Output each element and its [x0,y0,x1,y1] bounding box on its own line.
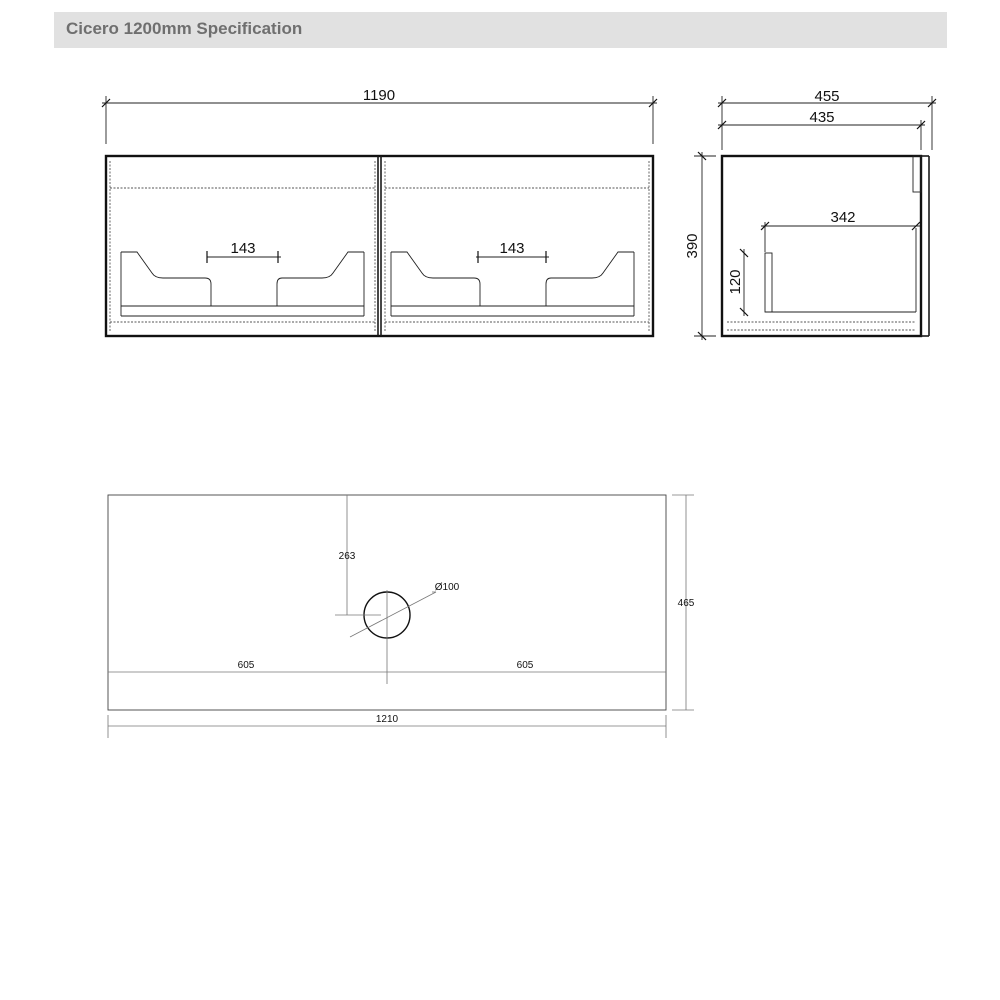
right-offset-label: 605 [516,660,534,671]
waste-to-back-label: 263 [338,551,356,562]
side-elevation [684,88,936,340]
top-depth-label: 465 [677,598,695,609]
side-carcass-depth-label: 435 [809,109,835,126]
side-carcass-outline [722,156,921,336]
drawer-side-profile [765,228,916,312]
page-title: Cicero 1200mm Specification [66,19,303,38]
side-overall-depth-label: 455 [814,88,840,105]
front-width-label: 1190 [362,87,396,104]
cabinet-outline [106,156,653,336]
waste-diameter-label: Ø100 [434,582,460,593]
top-width-label: 1210 [375,714,399,725]
side-drawer-depth-label: 342 [830,209,856,226]
side-drawer-height-label: 120 [727,269,744,295]
left-cutout-label: 143 [230,240,256,257]
top-plan [108,495,695,738]
side-height-label: 390 [684,233,701,259]
front-elevation [102,87,657,336]
right-cutout-label: 143 [499,240,525,257]
left-offset-label: 605 [237,660,255,671]
